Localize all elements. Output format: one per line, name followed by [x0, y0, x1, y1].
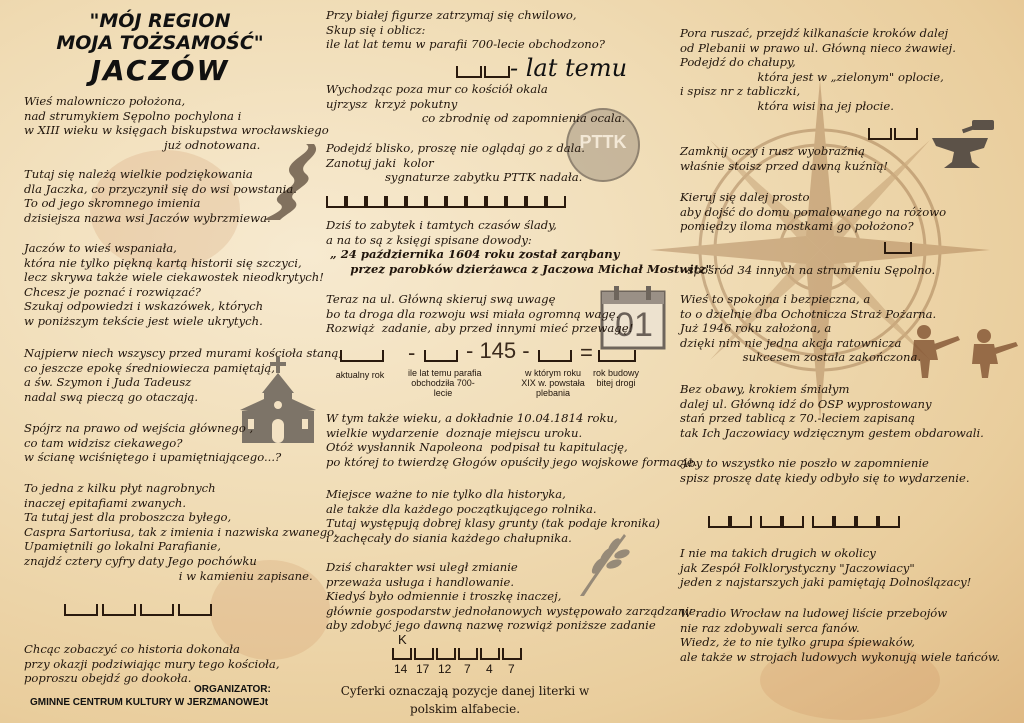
answer-blank[interactable]: [458, 648, 478, 660]
answer-blank[interactable]: [414, 648, 434, 660]
col1-paragraph-4: Najpierw niech wszyscy przed murami kościoła staną, co jeszcze epokę średniowiecza pamiętają, a św. Szymon i Juda Tadeusz nadal swą pieczą go otaczają.: [24, 346, 343, 404]
answer-blank[interactable]: [708, 516, 730, 528]
answer-blank[interactable]: [546, 196, 566, 208]
organizer-label: ORGANIZATOR:: [194, 684, 271, 695]
answer-blank[interactable]: [894, 128, 918, 140]
cipher-digit: 7: [464, 662, 471, 676]
col3-paragraph-1: Pora ruszać, przejdź kilkanaście kroków dalej od Plebanii w prawo ul. Główną nieco żwawiej. Podejdź do chałupy, która jest w „zielonym" oplocie, i spisz nr z tabliczki, która wisi na jej płocie.: [680, 26, 956, 113]
col2-paragraph-1: Przy białej figurze zatrzymaj się chwilowo, Skup się i oblicz: ile lat lat temu w parafii 700-lecie obchodzono?: [326, 8, 605, 52]
answer-blank[interactable]: [340, 350, 384, 362]
col1-paragraph-1: Wieś malowniczo położona, nad strumykiem Sępolno pochylona i w XIII wieku w księgach biskupstwa wrocławskiego już odnotowana.: [24, 94, 329, 152]
cipher-note: Cyferki oznaczają pozycje danej literki w polskim alfabecie.: [340, 684, 590, 716]
title-village-name: JACZÓW: [90, 54, 230, 87]
answer-blank[interactable]: [436, 648, 456, 660]
answer-blank[interactable]: [178, 604, 212, 616]
col3-paragraph-5: Wieś to spokojna i bezpieczna, a to o dzielnie dba Ochotnicza Straż Pożarna. Już 1946 roku założona, a dzięki nim nie jedna akcja ratownicza sukcesem została zakończona.: [680, 292, 937, 365]
title-line-1: "MÓJ REGION: [89, 10, 231, 32]
col2-paragraph-7: Miejsce ważne to nie tylko dla historyka, ale także dla każdego początkującego rolnika. Tutaj występują dobrej klasy grunty (tak podaje kronika) i zachęcały do siania każdego chałupnika.: [326, 487, 661, 545]
answer-blank[interactable]: [392, 648, 412, 660]
col3-paragraph-3: Kieruj się dalej prosto aby dojść do domu pomalowanego na różowo pomiędzy iloma mostkami go położono?: [680, 190, 947, 234]
col3-paragraph-9: W radio Wrocław na ludowej liście przebojów nie raz zdobywali serca fanów. Wiedz, że to nie tylko grupa śpiewaków, ale także w strojach ludowych wykonują wiele tańców.: [680, 606, 1001, 664]
calendar-number: 01: [615, 306, 653, 344]
answer-blank[interactable]: [484, 66, 510, 78]
col2-paragraph-6: W tym także wieku, a dokładnie 10.04.1814 roku, wielkie wydarzenie doznaje miejscu uroku. Otóż wysłannik Napoleona podpisał tu kapitulację, po której to twierdzę Głogów opuściły jego wojskowe formacje.: [326, 411, 698, 469]
answer-blank[interactable]: [346, 196, 366, 208]
answer-blank[interactable]: [760, 516, 782, 528]
col3-paragraph-6: Bez obawy, krokiem śmiałym dalej ul. Główną idź do OSP wyprostowany stań przed tablicą z 70.-leciem zapisaną tak Ich Jaczowiacy wdzięcznym gestem obdarowali.: [680, 382, 984, 440]
col2-paragraph-5: Teraz na ul. Główną skieruj swą uwagę bo ta droga dla rozwoju wsi miała ogromną wagę. Rozwiąż zadanie, aby przed innymi mieć przewagę!: [326, 292, 634, 336]
years-ago-label: - lat temu: [510, 54, 628, 82]
answer-blank[interactable]: [884, 242, 912, 254]
answer-blank[interactable]: [486, 196, 506, 208]
answer-blank[interactable]: [446, 196, 466, 208]
col1-paragraph-3: Jaczów to wieś wspaniała, która nie tylko piękną kartą historii się szczyci, lecz skrywa także wiele ciekawostek nieodkrytych! Chcesz je poznać i rozwiązać? Szukaj odpowiedzi i wskazówek, których w poniższym tekście jest wiele ukrytych.: [24, 241, 324, 328]
cipher-digit: 17: [416, 662, 430, 676]
equation-equals: =: [580, 340, 593, 365]
answer-blank[interactable]: [598, 350, 636, 362]
col1-paragraph-6: To jedna z kilku płyt nagrobnych inaczej epitafiami zwanych. Ta tutaj jest dla proboszcza byłego, Caspra Sartoriusa, tak z imienia i nazwiska zwanego. Upamiętnili go lokalni Parafianie, znajdź cztery cyfry daty Jego pochówku i w kamieniu zapisane.: [24, 481, 338, 583]
historic-quote: „ 24 października 1604 roku został zarąbany przez parobków dzierżawca z Jaczowa Michał Mostwitz": [330, 247, 712, 276]
caption-presbytery-year: w którym roku XIX w. powstała plebania: [521, 368, 585, 398]
answer-blank[interactable]: [834, 516, 856, 528]
answer-blank[interactable]: [140, 604, 174, 616]
caption-current-year: aktualny rok: [335, 370, 385, 380]
col3-paragraph-2: Zamknij oczy i rusz wyobraźnią właśnie stoisz przed dawną kuźnią!: [680, 144, 889, 173]
cipher-digit: 7: [508, 662, 515, 676]
col3-paragraph-8: I nie ma takich drugich w okolicy jak Zespół Folklorystyczny "Jaczowiacy" jeden z najstarszych jaki pamiętają Dolnoślązacy!: [680, 546, 972, 590]
answer-blank[interactable]: [366, 196, 386, 208]
col1-paragraph-5: Spójrz na prawo od wejścia głównego , co tam widzisz ciekawego? w ścianę wciśniętego i upamiętniającego...?: [24, 421, 282, 465]
year-equation: [326, 338, 640, 410]
answer-blank[interactable]: [730, 516, 752, 528]
organizer-name: GMINNE CENTRUM KULTURY W JERZMANOWEJt: [30, 697, 269, 708]
col2-paragraph-4: Dziś to zabytek i tamtych czasów ślady, a na to są z księgi spisane dowody:: [326, 218, 557, 247]
answer-blank[interactable]: [424, 350, 458, 362]
answer-blank[interactable]: [856, 516, 878, 528]
answer-blank[interactable]: [506, 196, 526, 208]
cipher-given-letter: K: [398, 632, 407, 647]
answer-blank[interactable]: [102, 604, 136, 616]
pttk-logo-label: PTTK: [579, 132, 627, 152]
answer-blank[interactable]: [878, 516, 900, 528]
col3-paragraph-7: Aby to wszystko nie poszło w zapomnienie spisz proszę datę kiedy odbyło się to wydarzenie.: [680, 456, 970, 485]
col3-paragraph-4: - spośród 34 innych na strumieniu Sępolno.: [680, 263, 936, 277]
answer-blank[interactable]: [868, 128, 892, 140]
equation-145: - 145 -: [466, 338, 530, 363]
caption-road-year: rok budowy bitej drogi: [592, 368, 640, 388]
answer-blank[interactable]: [480, 648, 500, 660]
answer-blank[interactable]: [456, 66, 482, 78]
answer-blank[interactable]: [64, 604, 98, 616]
answer-blank[interactable]: [326, 196, 346, 208]
answer-blank[interactable]: [526, 196, 546, 208]
answer-blank[interactable]: [386, 196, 406, 208]
caption-700-anniversary: ile lat temu parafia obchodziła 700- lecie: [408, 368, 482, 398]
col2-paragraph-3: Podejdź blisko, proszę nie oglądaj go z dala. Zanotuj jaki kolor sygnaturze zabytku PTTK nadała.: [326, 141, 585, 185]
cipher-digit: 14: [394, 662, 408, 676]
cipher-digit: 12: [438, 662, 452, 676]
title-block: [30, 10, 290, 88]
answer-blank[interactable]: [538, 350, 572, 362]
col1-paragraph-2: Tutaj się należą wielkie podziękowania dla Jaczka, co przyczynił się do wsi powstania. To od jego skromnego imienia dzisiejsza nazwa wsi Jaczów wybrzmiewa.: [24, 167, 297, 225]
answer-blank[interactable]: [426, 196, 446, 208]
answer-blank[interactable]: [502, 648, 522, 660]
cipher-digit: 4: [486, 662, 493, 676]
title-line-2: MOJA TOŻSAMOŚĆ": [56, 32, 264, 54]
answer-blank[interactable]: [812, 516, 834, 528]
answer-blank[interactable]: [782, 516, 804, 528]
col2-paragraph-2: Wychodząc poza mur co kościół okala ujrzysz krzyż pokutny co zbrodnię od zapomnienia ocala.: [326, 82, 626, 126]
answer-blank[interactable]: [406, 196, 426, 208]
col1-paragraph-7: Chcąc zobaczyć co historia dokonała przy okazji podziwiając mury tego kościoła, poproszu obejdź go dookoła.: [24, 642, 280, 686]
anvil-hammer-icon: [922, 118, 1002, 173]
cipher-puzzle: [390, 632, 530, 680]
answer-blank[interactable]: [466, 196, 486, 208]
equation-minus: -: [408, 340, 416, 365]
col2-paragraph-8: Dziś charakter wsi uległ zmianie przeważa usługa i handlowanie. Kiedyś było odmiennie i troszkę inaczej, głównie gospodarstw jednołanowych występowało zarządzanie, aby zdobyć jego dawną nazwę rozwiąż poniższe zadanie: [326, 560, 700, 633]
